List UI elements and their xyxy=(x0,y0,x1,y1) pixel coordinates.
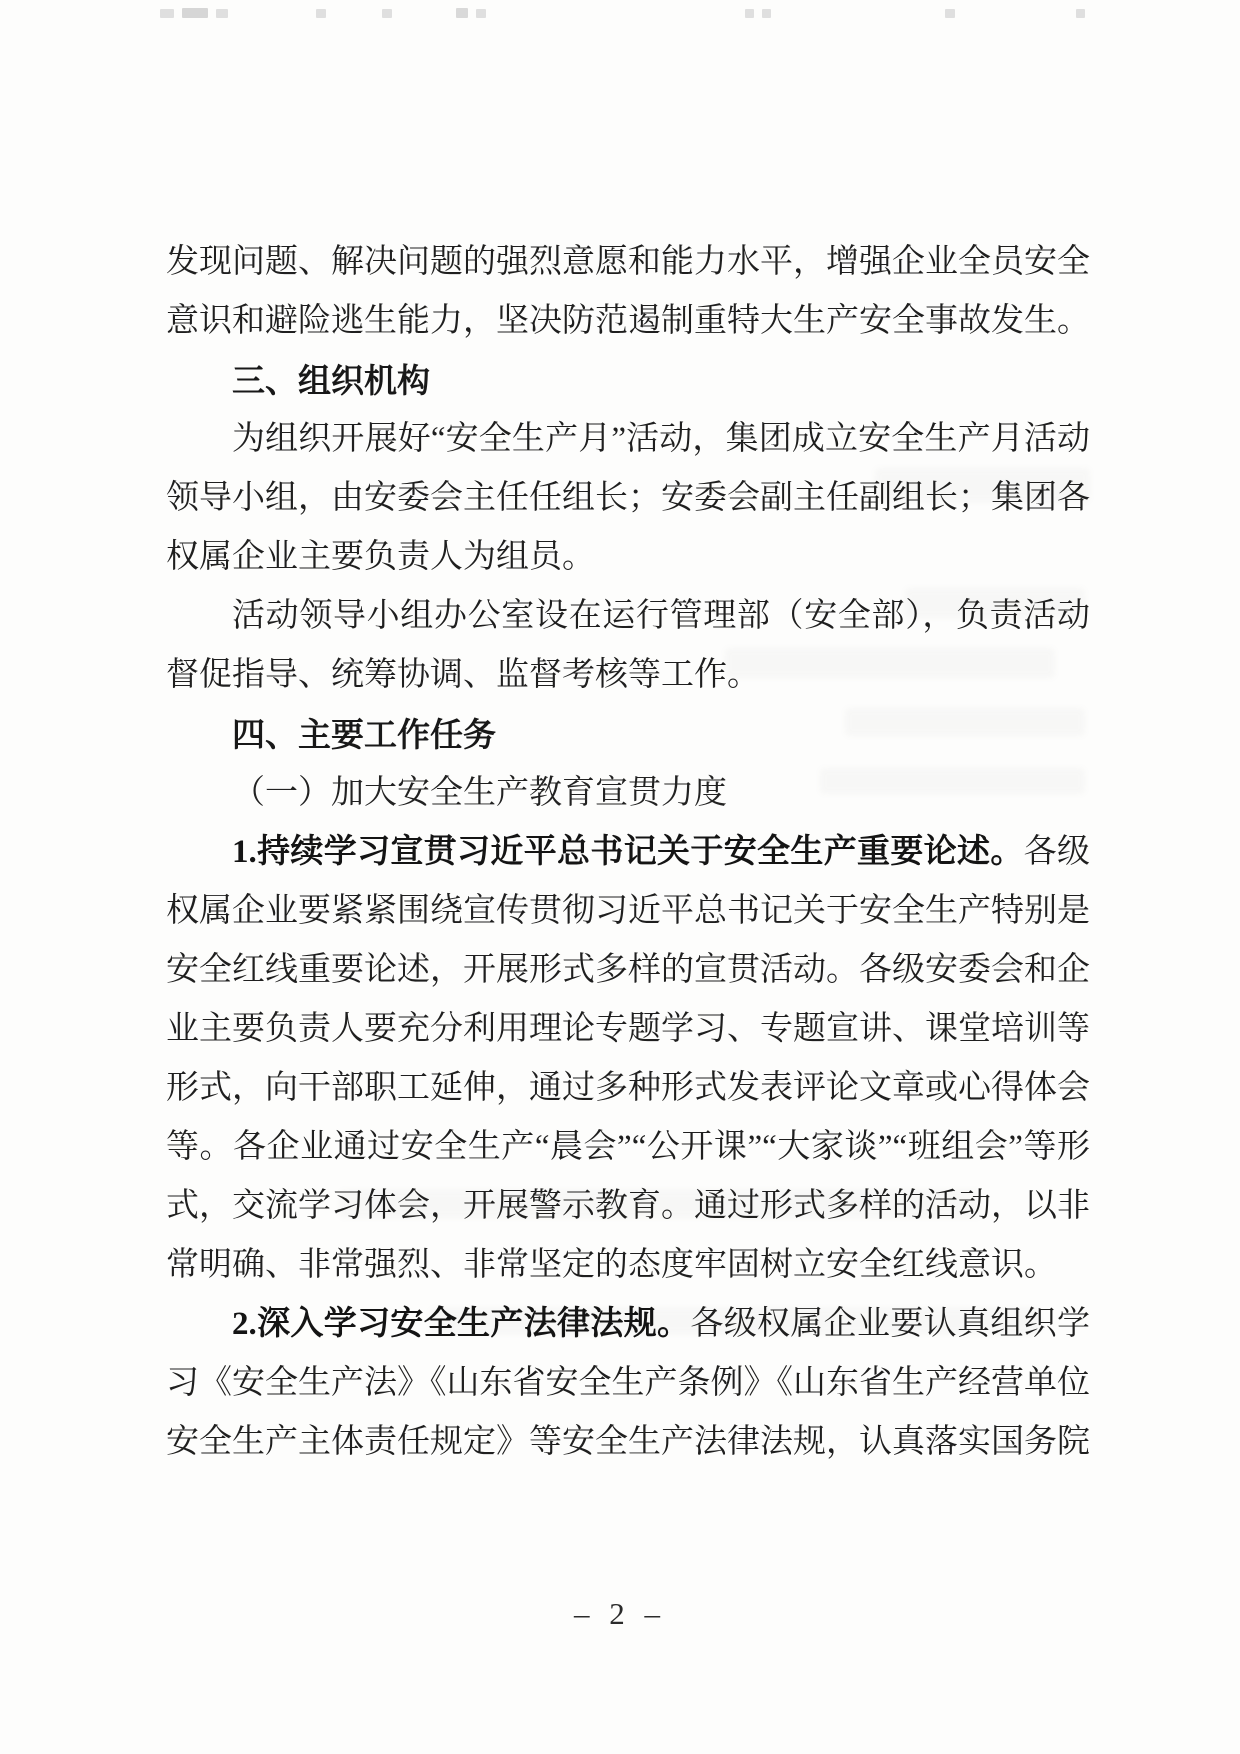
scan-mark xyxy=(182,8,208,18)
document-body xyxy=(166,233,1090,1472)
paragraph-task-2 xyxy=(166,1295,1090,1472)
scan-mark xyxy=(456,8,468,18)
paragraph-continuation: 发现问题、解决问题的强烈意愿和能力水平，增强企业全员安全意识和避险逃生能力，坚决防范遏制重特大生产安全事故发生。 xyxy=(166,244,1090,339)
scan-mark xyxy=(762,9,771,18)
scan-mark xyxy=(476,9,486,18)
section-heading-organization: 三、组织机构 xyxy=(232,362,430,399)
section-heading-main-tasks: 四、主要工作任务 xyxy=(232,716,496,753)
paragraph-group-office: 活动领导小组办公室设在运行管理部（安全部），负责活动督促指导、统筹协调、监督考核等工作。 xyxy=(166,598,1090,693)
scan-mark xyxy=(1076,9,1085,18)
scan-mark xyxy=(945,9,955,18)
task-1-title: 1.持续学习宣贯习近平总书记关于安全生产重要论述。 xyxy=(232,834,1024,870)
scan-mark xyxy=(316,9,326,18)
task-2-text: 各级权属企业要认真组织学习《安全生产法》《山东省安全生产条例》《山东省生产经营单位安全生产主体责任规定》等安全生产法律法规，认真落实国务院 xyxy=(166,1306,1091,1460)
task-2-title: 2.深入学习安全生产法律法规。 xyxy=(232,1306,691,1342)
scan-mark xyxy=(745,9,754,18)
page-number: – 2 – xyxy=(574,1596,666,1631)
scan-mark xyxy=(216,9,228,18)
scan-mark xyxy=(160,9,174,18)
task-1-text: 各级权属企业要紧紧围绕宣传贯彻习近平总书记关于安全生产特别是安全红线重要论述，开展形式多样的宣贯活动。各级安委会和企业主要负责人要充分利用理论专题学习、专题宣讲、课堂培训等形式，向干部职工延伸，通过多种形式发表评论文章或心得体会等。各企业通过安全生产“晨会”“公开课”“大家谈”“班组会”等形式，交流学习体会，开展警示教育。通过形式多样的活动，以非常明确、非常强烈、非常坚定的态度牢固树立安全红线意识。 xyxy=(166,834,1091,1283)
paragraph-task-1 xyxy=(166,823,1090,1295)
subsection-heading-education: （一）加大安全生产教育宣贯力度 xyxy=(232,775,727,811)
scan-mark xyxy=(382,9,392,18)
paragraph-leading-group: 为组织开展好“安全生产月”活动，集团成立安全生产月活动领导小组，由安委会主任任组长；安委会副主任副组长；集团各权属企业主要负责人为组员。 xyxy=(166,421,1090,575)
